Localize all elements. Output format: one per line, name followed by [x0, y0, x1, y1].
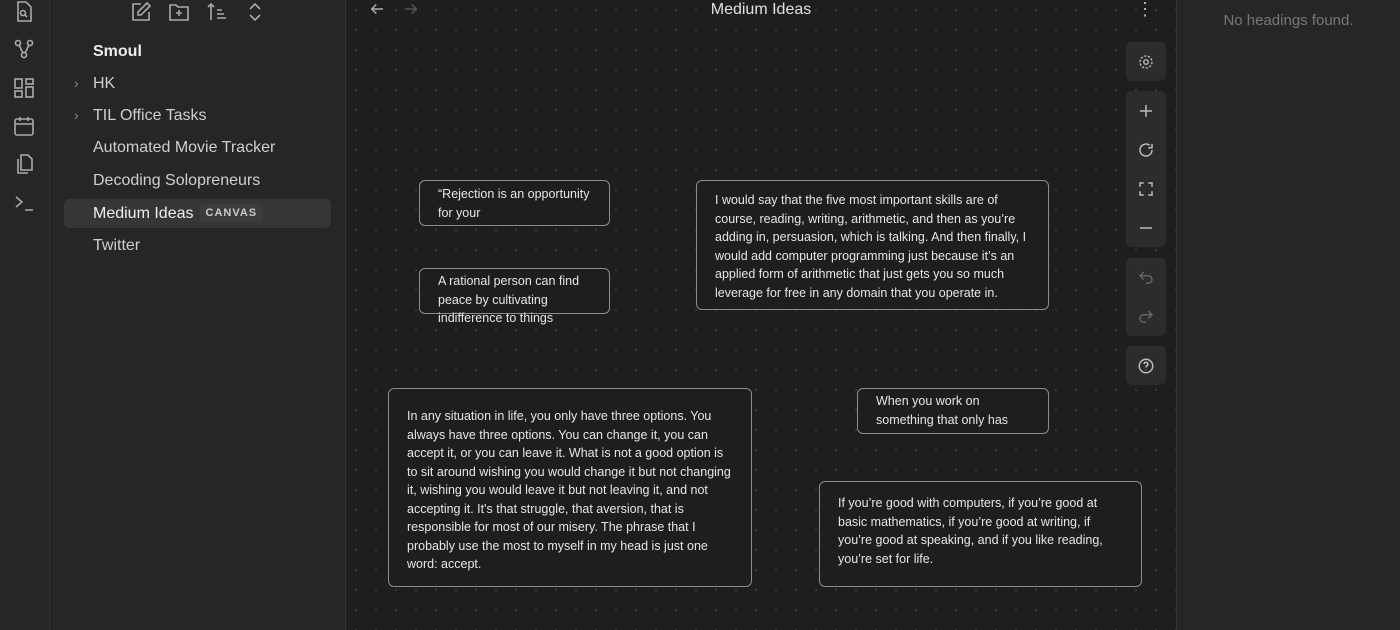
item-label: TIL Office Tasks [93, 107, 207, 124]
history-controls [1126, 258, 1166, 336]
canvas-card[interactable]: A rational person can find peace by cultivating indifference to things [419, 268, 610, 314]
canvas[interactable] [346, 0, 1176, 630]
terminal-icon[interactable] [12, 191, 36, 215]
canvas-card[interactable]: In any situation in life, you only have three options. You always have three options. You can change it, you can accept it, or you can leave it. What is not a good option is to sit around wishing you would change it but not changing it, wishing you would leave it but not leaving it, and not accepting it. It's that struggle, that aversion, that is responsible for most of our misery. The phrase that I probably use the most to myself in my head is just one word: accept. [388, 388, 752, 587]
help-group [1126, 346, 1166, 385]
chevron-right-icon[interactable]: › [74, 75, 79, 91]
reset-zoom-icon[interactable] [1126, 130, 1166, 169]
file-decoding-solopreneurs[interactable]: Decoding Solopreneurs [93, 172, 261, 189]
canvas-card[interactable]: I would say that the five most important skills are of course, reading, writing, arithmetic, and then as you’re adding in, persuasion, which is talking. And then finally, I would add computer programming just because it’s an applied form of arithmetic that just gets you so much leverage for free in any domain that you operate in. [696, 180, 1049, 310]
fit-to-screen-icon[interactable] [1126, 169, 1166, 208]
dashboard-icon[interactable] [12, 76, 36, 100]
canvas-settings-group [1126, 42, 1166, 81]
help-icon[interactable] [1126, 346, 1166, 385]
zoom-out-icon[interactable] [1126, 208, 1166, 247]
file-medium-ideas[interactable] [64, 199, 331, 228]
redo-icon[interactable] [1126, 297, 1166, 336]
file-twitter[interactable]: Twitter [93, 237, 141, 254]
zoom-controls [1126, 91, 1166, 247]
new-note-icon[interactable] [129, 0, 153, 24]
collapse-icon[interactable] [243, 0, 267, 24]
canvas-card[interactable]: When you work on something that only has [857, 388, 1049, 434]
copy-icon[interactable] [12, 152, 36, 176]
canvas-card[interactable]: “Rejection is an opportunity for your [419, 180, 610, 226]
canvas-card[interactable]: If you’re good with computers, if you’re good at basic mathematics, if you’re good at writing, if you’re good at speaking, and if you like reading, you’re set for life. [819, 481, 1142, 587]
file-automated-movie-tracker[interactable]: Automated Movie Tracker [93, 139, 276, 156]
zoom-in-icon[interactable] [1126, 91, 1166, 130]
folder-til-office-tasks[interactable] [64, 101, 331, 130]
item-label: Medium Ideas [93, 205, 194, 222]
graph-icon[interactable] [12, 37, 36, 61]
no-headings-message: No headings found. [1223, 12, 1354, 29]
sort-icon[interactable] [205, 0, 229, 24]
page-title: Medium Ideas [710, 1, 812, 18]
ribbon [0, 0, 50, 630]
calendar-icon[interactable] [12, 114, 36, 138]
canvas-badge: CANVAS [200, 204, 264, 222]
chevron-right-icon[interactable]: › [74, 107, 79, 123]
undo-icon[interactable] [1126, 258, 1166, 297]
more-options-icon[interactable]: ⋮ [1136, 0, 1154, 19]
outline-panel [1176, 0, 1400, 630]
vault-name[interactable]: Smoul [93, 43, 142, 60]
search-file-icon[interactable] [12, 0, 36, 24]
item-label: HK [93, 75, 116, 92]
new-folder-icon[interactable] [167, 0, 191, 24]
file-explorer [50, 0, 346, 630]
settings-gear-icon[interactable] [1126, 42, 1166, 81]
folder-hk[interactable] [64, 69, 331, 98]
